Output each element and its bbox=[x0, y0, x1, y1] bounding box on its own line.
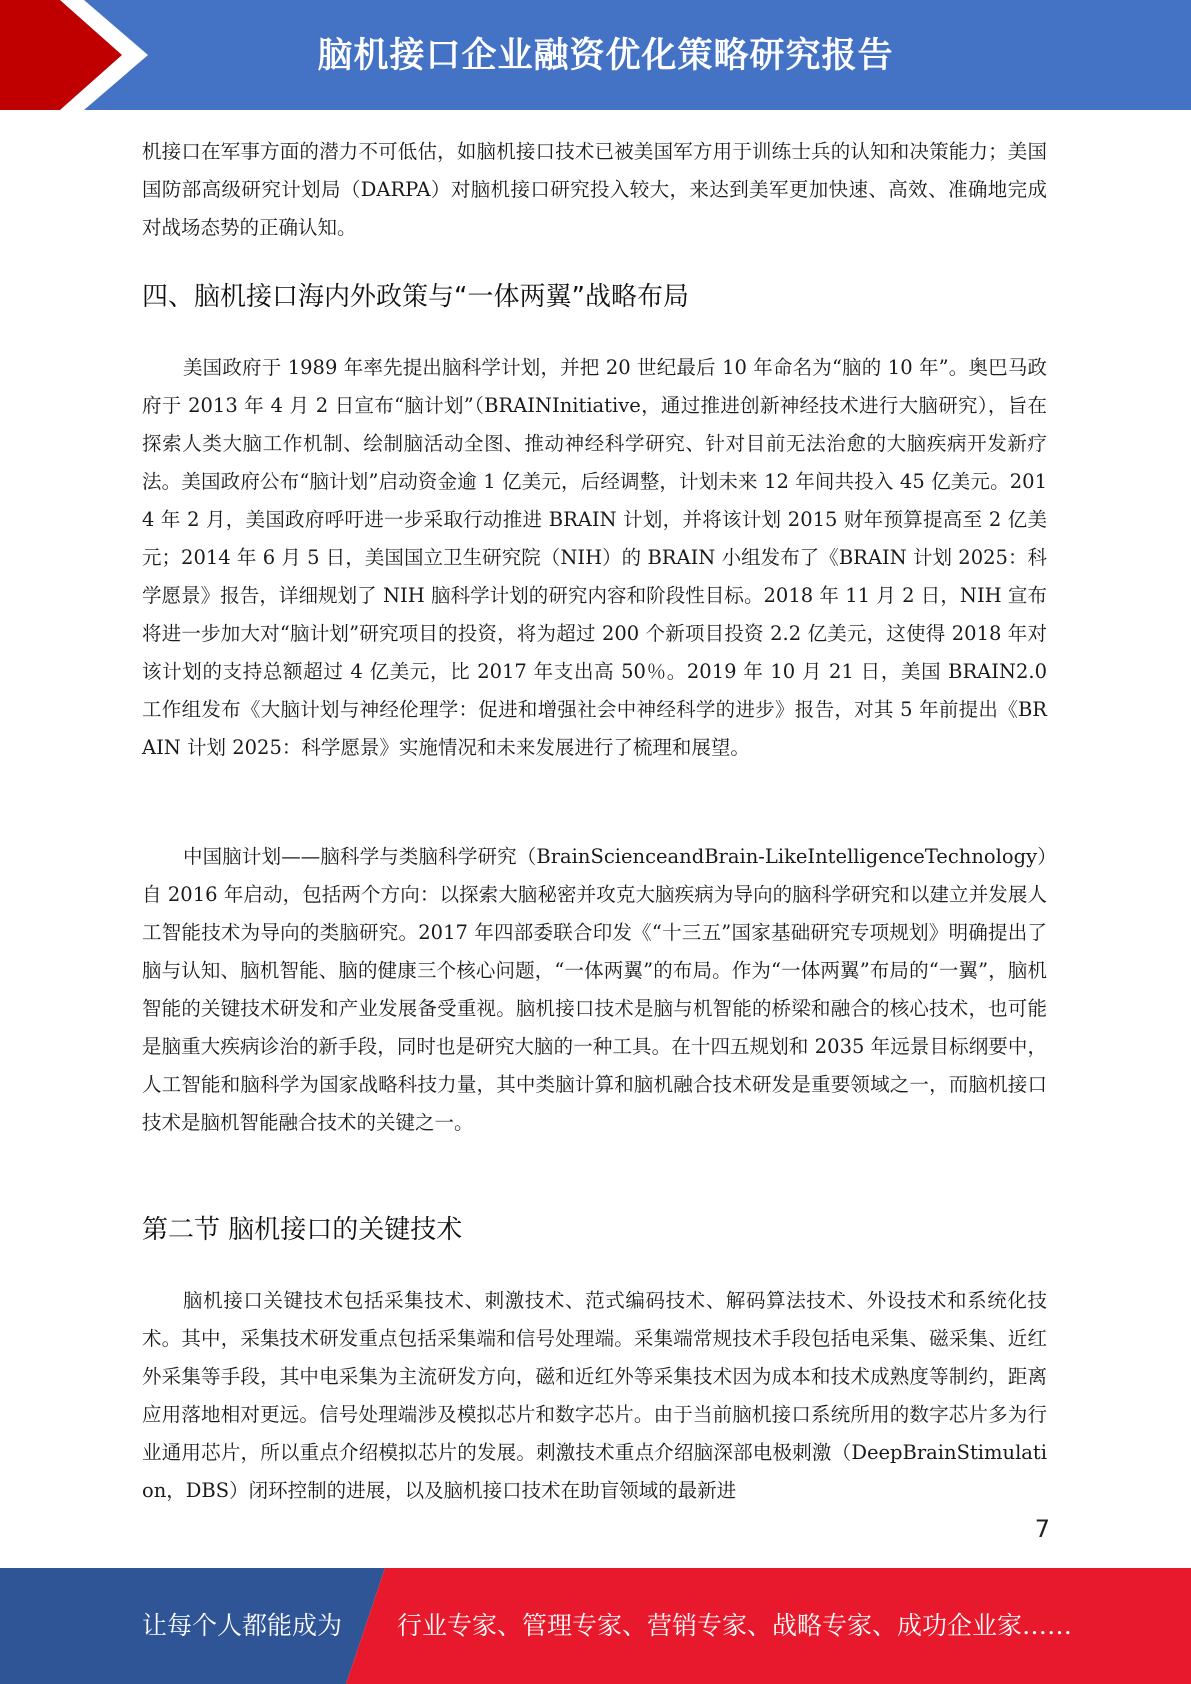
footer-slogan-right: 行业专家、管理专家、营销专家、战略专家、成功企业家…… bbox=[397, 1611, 1073, 1640]
page-number: 7 bbox=[1034, 1515, 1050, 1543]
paragraph-key-technologies: 脑机接口关键技术包括采集技术、刺激技术、范式编码技术、解码算法技术、外设技术和系统化技术。其中，采集技术研发重点包括采集端和信号处理端。采集端常规技术手段包括电采集、磁采集、近红外采集等手段，其中电采集为主流研发方向，磁和近红外等采集技术因为成本和技术成熟度等制约，距离应用落地相对更远。信号处理端涉及模拟芯片和数字芯片。由于当前脑机接口系统所用的数字芯片多为行业通用芯片，所以重点介绍模拟芯片的发展。刺激技术重点介绍脑深部电极刺激（DeepBrainStimulation，DBS）闭环控制的进展，以及脑机接口技术在助盲领域的最新进 bbox=[142, 1289, 1047, 1502]
paragraph-china-brain-project: 中国脑计划——脑科学与类脑科学研究（BrainScienceandBrain-LikeIntelligenceTechnology）自 2016 年启动，包括两个方向：以探索大脑秘密并攻克大脑疾病为导向的脑科学研究和以建立并发展人工智能技术为导向的类脑研究。2017 年四部委联合印发《“十三五”国家基础研究专项规划》明确提出了脑与认知、脑机智能、脑的健康三个核心问题，“一体两翼”的布局。作为“一体两翼”布局的“一翼”，脑机智能的关键技术研发和产业发展备受重视。脑机接口技术是脑与机智能的桥梁和融合的核心技术，也可能是脑重大疾病诊治的新手段，同时也是研究大脑的一种工具。在十四五规划和 2035 年远景目标纲要中，人工智能和脑科学为国家战略科技力量，其中类脑计算和脑机融合技术研发是重要领域之一，而脑机接口技术是脑机智能融合技术的关键之一。 bbox=[142, 845, 1047, 1134]
paragraph-military: 机接口在军事方面的潜力不可低估，如脑机接口技术已被美国军方用于训练士兵的认知和决策能力；美国国防部高级研究计划局（DARPA）对脑机接口研究投入较大，来达到美军更加快速、高效、准确地完成对战场态势的正确认知。 bbox=[142, 140, 1047, 239]
paragraph-us-brain-initiative: 美国政府于 1989 年率先提出脑科学计划，并把 20 世纪最后 10 年命名为“脑的 10 年”。奥巴马政府于 2013 年 4 月 2 日宣布“脑计划”（BRAINInitiative，通过推进创新神经技术进行大脑研究），旨在探索人类大脑工作机制、绘制脑活动全图、推动神经科学研究、针对目前无法治愈的大脑疾病开发新疗法。美国政府公布“脑计划”启动资金逾 1 亿美元，后经调整，计划未来 12 年间共投入 45 亿美元。2014 年 2 月，美国政府呼吁进一步采取行动推进 BRAIN 计划，并将该计划 2015 财年预算提高至 2 亿美元；2014 年 6 月 5 日，美国国立卫生研究院（NIH）的 BRAIN 小组发布了《BRAIN 计划 2025：科学愿景》报告，详细规划了 NIH 脑科学计划的研究内容和阶段性目标。2018 年 11 月 2 日，NIH 宣布将进一步加大对“脑计划”研究项目的投资，将为超过 200 个新项目投资 2.2 亿美元，这使得 2018 年对该计划的支持总额超过 4 亿美元，比 2017 年支出高 50％。2019 年 10 月 21 日，美国 BRAIN2.0 工作组发布《大脑计划与神经伦理学：促进和增强社会中神经科学的进步》报告，对其 5 年前提出《BRAIN 计划 2025：科学愿景》实施情况和未来发展进行了梳理和展望。 bbox=[142, 356, 1047, 759]
section-heading-policy: 四、脑机接口海内外政策与“一体两翼”战略布局 bbox=[142, 282, 689, 312]
page-footer-band bbox=[0, 1568, 1191, 1684]
section-heading-key-tech: 第二节 脑机接口的关键技术 bbox=[142, 1215, 463, 1245]
page-header-band bbox=[0, 0, 1191, 110]
document-title: 脑机接口企业融资优化策略研究报告 bbox=[317, 36, 894, 76]
footer-slogan-left: 让每个人都能成为 bbox=[142, 1611, 343, 1640]
